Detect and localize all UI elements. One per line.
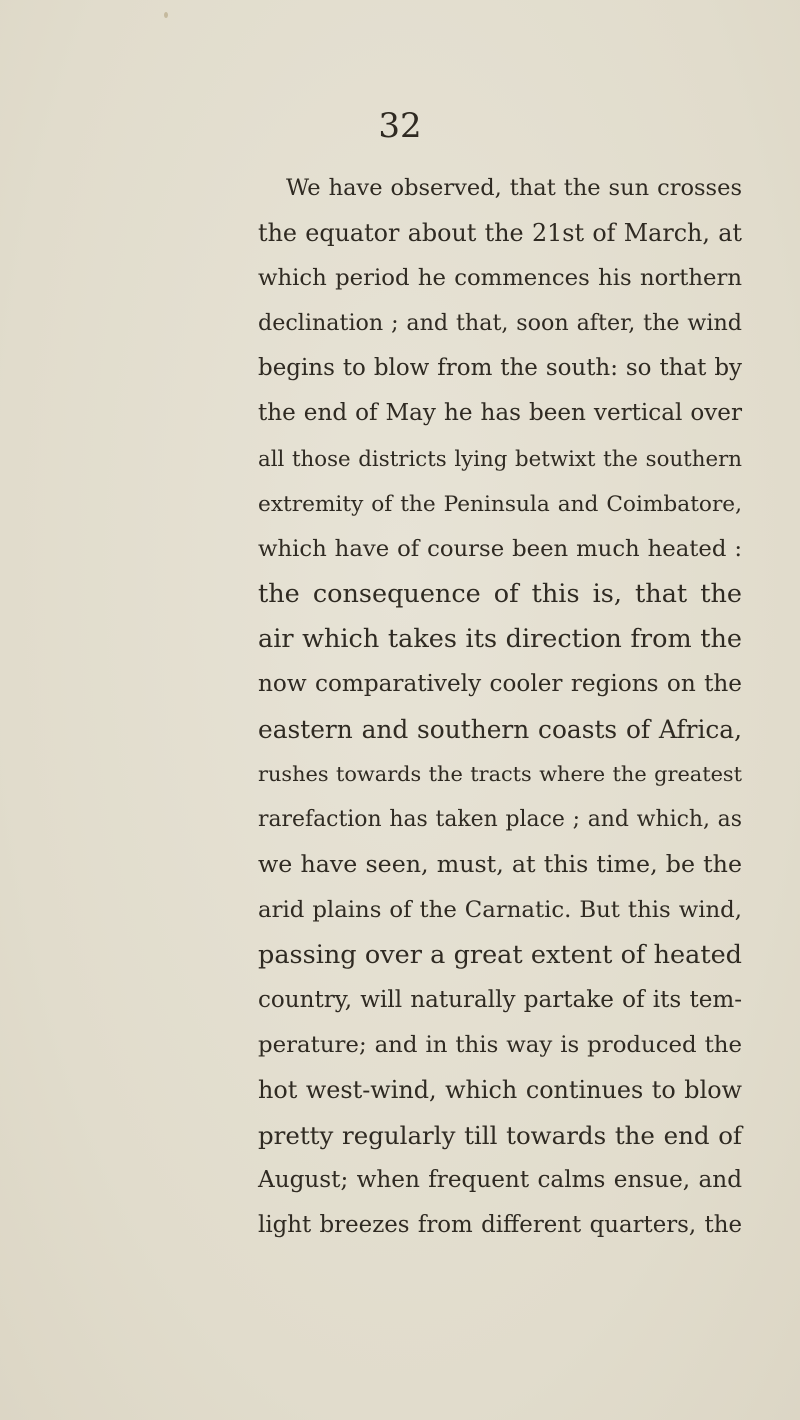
text-line: August; when frequent calms ensue, and — [258, 1167, 742, 1194]
text-line: now comparatively cooler regions on the — [258, 671, 742, 698]
body-text — [258, 166, 742, 1248]
text-line: perature; and in this way is produced the — [258, 1031, 742, 1058]
text-line: eastern and southern coasts of Africa, — [258, 715, 742, 745]
text-line: which have of course been much heated : — [258, 535, 742, 562]
text-line: rarefaction has taken place ; and which, as — [258, 807, 742, 833]
paper-speck — [164, 12, 168, 18]
text-line: the equator about the 21st of March, at — [258, 219, 742, 248]
text-line: begins to blow from the south: so that by — [258, 355, 742, 382]
text-line: declination ; and that, soon after, the wind — [258, 310, 742, 337]
text-line: arid plains of the Carnatic. But this wind, — [258, 896, 742, 923]
text-line: country, will naturally partake of its tem- — [258, 986, 742, 1013]
text-line: which period he commences his northern — [258, 265, 742, 292]
text-line: rushes towards the tracts where the greatest — [258, 762, 742, 787]
text-line: pretty regularly till towards the end of — [258, 1120, 742, 1150]
text-line: the end of May he has been vertical over — [258, 400, 742, 427]
page-number: 32 — [378, 106, 422, 146]
text-line: We have observed, that the sun crosses — [286, 175, 742, 201]
text-line: the consequence of this is, that the — [258, 578, 742, 609]
text-line: air which takes its direction from the — [258, 623, 742, 654]
text-line: hot west-wind, which continues to blow — [258, 1075, 742, 1104]
text-line: light breezes from different quarters, the — [258, 1212, 742, 1239]
text-line: passing over a great extent of heated — [258, 939, 742, 970]
text-line: we have seen, must, at this time, be the — [258, 850, 742, 879]
text-line: all those districts lying betwixt the southern — [258, 446, 742, 472]
text-line: extremity of the Peninsula and Coimbatore, — [258, 491, 742, 517]
